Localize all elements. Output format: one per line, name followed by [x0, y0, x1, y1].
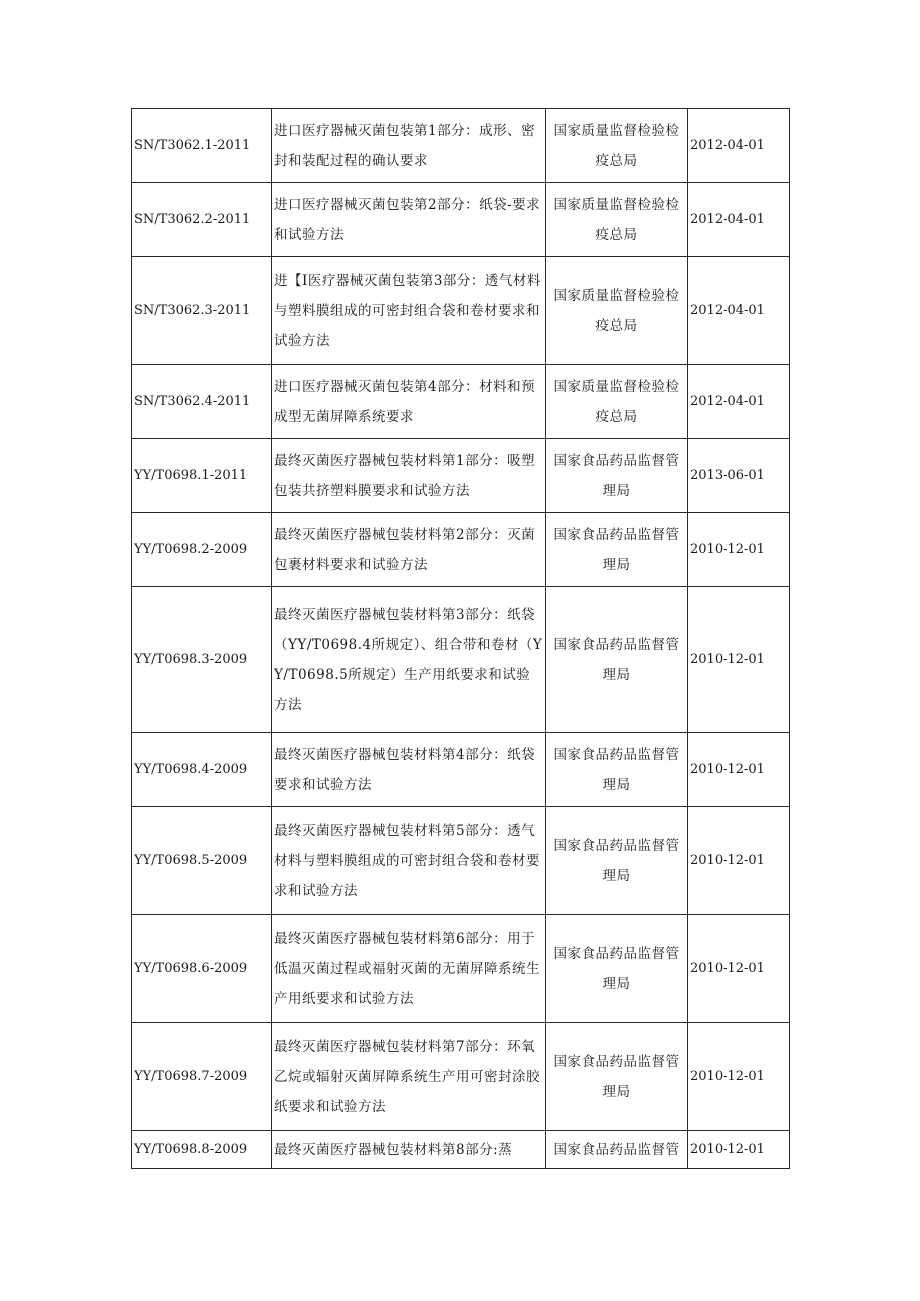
standard-title: 进口医疗器械灭菌包装第1部分：成形、密封和装配过程的确认要求	[272, 109, 546, 183]
effective-date: 2010-12-01	[688, 733, 790, 807]
standard-title: 最终灭菌医疗器械包装材料第8部分:蒸	[272, 1131, 546, 1169]
table-row	[132, 109, 790, 183]
standard-code: SN/T3062.3-2011	[132, 257, 272, 365]
table-row	[132, 365, 790, 439]
effective-date: 2012-04-01	[688, 365, 790, 439]
issuing-authority: 国家食品药品监督管理局	[546, 915, 688, 1023]
standard-title: 进【I医疗器械灭菌包装第3部分：透气材料与塑料膜组成的可密封组合袋和卷材要求和试验方法	[272, 257, 546, 365]
standard-title: 最终灭菌医疗器械包装材料第1部分：吸塑包装共挤塑料膜要求和试验方法	[272, 439, 546, 513]
standard-code: YY/T0698.8-2009	[132, 1131, 272, 1169]
issuing-authority: 国家食品药品监督管理局	[546, 439, 688, 513]
effective-date: 2010-12-01	[688, 1023, 790, 1131]
table-row	[132, 439, 790, 513]
table-row	[132, 1023, 790, 1131]
standard-title: 最终灭菌医疗器械包装材料第5部分：透气材料与塑料膜组成的可密封组合袋和卷材要求和试验方法	[272, 807, 546, 915]
standard-code: SN/T3062.4-2011	[132, 365, 272, 439]
issuing-authority: 国家食品药品监督管理局	[546, 807, 688, 915]
effective-date: 2010-12-01	[688, 807, 790, 915]
issuing-authority: 国家食品药品监督管理局	[546, 587, 688, 733]
standard-title: 最终灭菌医疗器械包装材料第6部分：用于低温灭菌过程或福射灭菌的无菌屏障系统生产用纸要求和试验方法	[272, 915, 546, 1023]
table-row	[132, 257, 790, 365]
standard-code: YY/T0698.3-2009	[132, 587, 272, 733]
effective-date: 2010-12-01	[688, 1131, 790, 1169]
effective-date: 2013-06-01	[688, 439, 790, 513]
standard-title: 进口医疗器械灭菌包装第2部分：纸袋-要求和试验方法	[272, 183, 546, 257]
standards-table	[131, 108, 790, 1169]
table-row	[132, 733, 790, 807]
issuing-authority: 国家食品药品监督管理局	[546, 733, 688, 807]
issuing-authority: 国家质量监督检验检疫总局	[546, 183, 688, 257]
issuing-authority: 国家质量监督检验检疫总局	[546, 109, 688, 183]
standard-code: YY/T0698.1-2011	[132, 439, 272, 513]
standard-title: 最终灭菌医疗器械包装材料第3部分：纸袋（YY/T0698.4所规定）、组合带和卷材（YY/T0698.5所规定）生产用纸要求和试验方法	[272, 587, 546, 733]
standard-title: 最终灭菌医疗器械包装材料第7部分：环氧乙烷或辐射灭菌屏障系统生产用可密封涂胶纸要求和试验方法	[272, 1023, 546, 1131]
effective-date: 2010-12-01	[688, 513, 790, 587]
issuing-authority: 国家质量监督检验检疫总局	[546, 257, 688, 365]
standard-code: SN/T3062.2-2011	[132, 183, 272, 257]
table-row	[132, 807, 790, 915]
standard-code: YY/T0698.5-2009	[132, 807, 272, 915]
effective-date: 2010-12-01	[688, 915, 790, 1023]
effective-date: 2012-04-01	[688, 183, 790, 257]
standard-code: YY/T0698.2-2009	[132, 513, 272, 587]
effective-date: 2010-12-01	[688, 587, 790, 733]
effective-date: 2012-04-01	[688, 257, 790, 365]
table-row	[132, 1131, 790, 1169]
issuing-authority: 国家质量监督检验检疫总局	[546, 365, 688, 439]
standard-title: 最终灭菌医疗器械包装材料第4部分：纸袋要求和试验方法	[272, 733, 546, 807]
table-row	[132, 513, 790, 587]
standard-code: YY/T0698.4-2009	[132, 733, 272, 807]
issuing-authority: 国家食品药品监督管	[546, 1131, 688, 1169]
issuing-authority: 国家食品药品监督管理局	[546, 513, 688, 587]
standard-title: 进口医疗器械灭菌包装第4部分：材料和预成型无菌屏障系统要求	[272, 365, 546, 439]
standard-code: SN/T3062.1-2011	[132, 109, 272, 183]
table-row	[132, 915, 790, 1023]
standard-title: 最终灭菌医疗器械包装材料第2部分：灭菌包裹材料要求和试验方法	[272, 513, 546, 587]
issuing-authority: 国家食品药品监督管理局	[546, 1023, 688, 1131]
standard-code: YY/T0698.6-2009	[132, 915, 272, 1023]
table-row	[132, 183, 790, 257]
table-row	[132, 587, 790, 733]
effective-date: 2012-04-01	[688, 109, 790, 183]
standard-code: YY/T0698.7-2009	[132, 1023, 272, 1131]
